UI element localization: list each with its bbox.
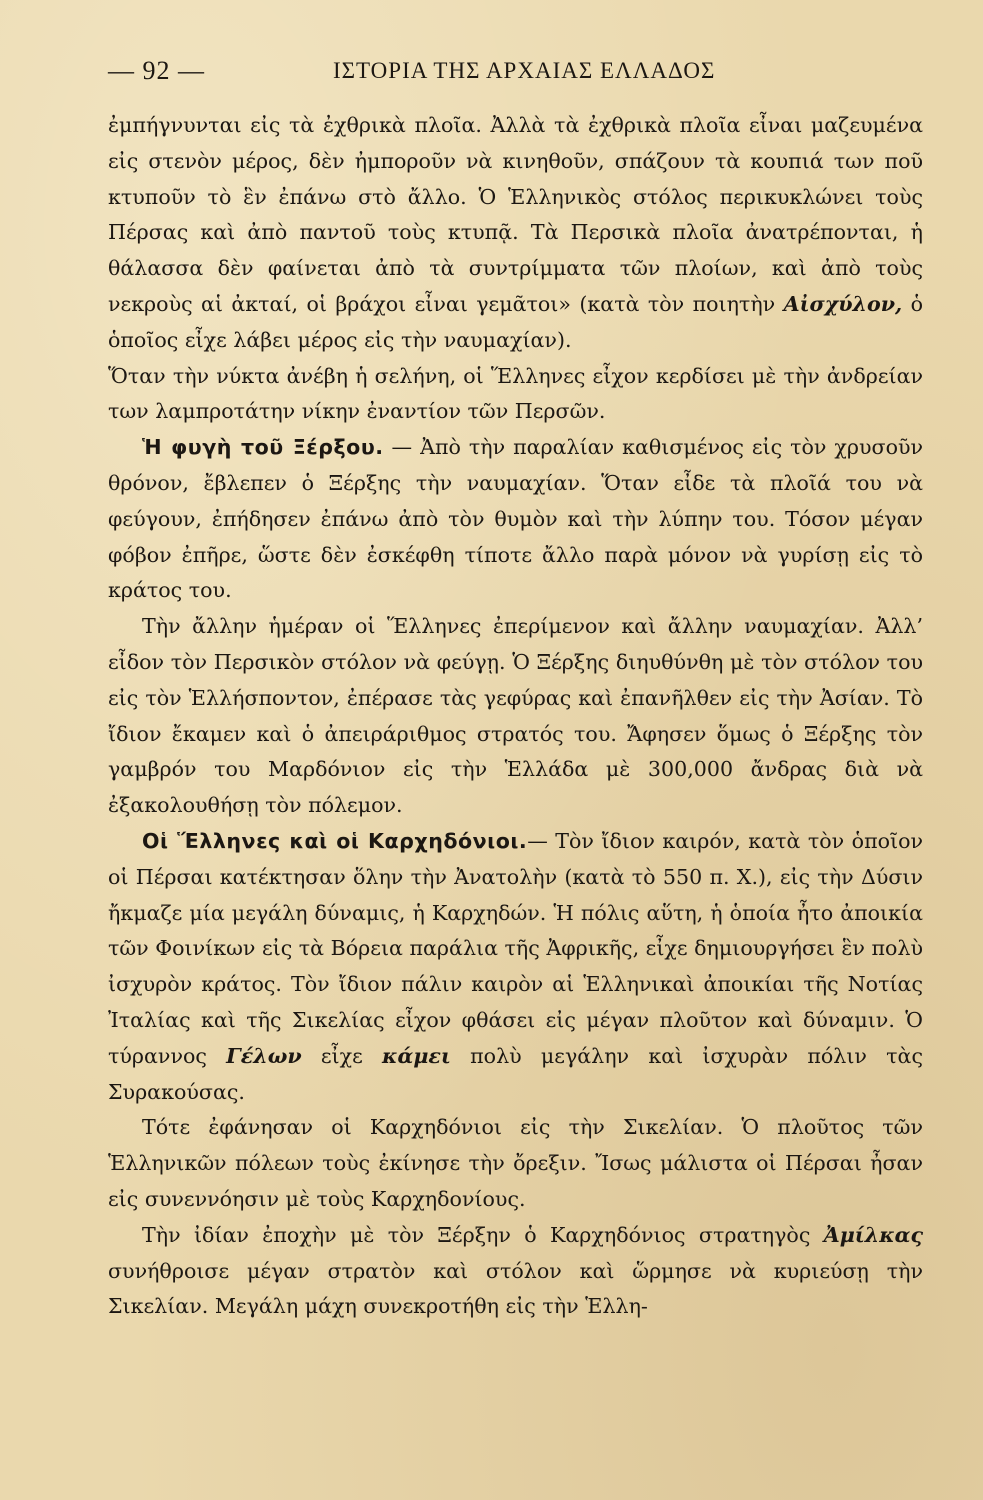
paragraph-5-text-b: εἶχε <box>320 1043 363 1068</box>
running-head <box>108 50 923 94</box>
paragraph-5 <box>108 824 923 1110</box>
name-hamilcar: Ἀμίλκας <box>823 1222 924 1247</box>
paragraph-5-text-c: πολὺ μεγάλην καὶ ἰσχυρὰν πόλιν τὰς Συρακούσας. <box>108 1043 923 1104</box>
paragraph-3-text: — Ἀπὸ τὴν παραλίαν καθισμένος εἰς τὸν χρυσοῦν θρόνον, ἔβλεπεν ὁ Ξέρξης τὴν ναυμαχίαν. Ὅταν εἶδε τὰ πλοῖά του νὰ φεύγουν, ἐπήδησεν ἐπάνω ἀπὸ τὸν θυμὸν καὶ τὴν λύπην του. Τόσον μέγαν φόβον ἐπῆρε, ὥστε δὲν ἐσκέφθη τίποτε ἄλλο παρὰ μόνον νὰ γυρίσῃ εἰς τὸ κράτος του. <box>108 435 924 603</box>
author-name-aeschylus: Αἰσχύλον, <box>783 291 903 316</box>
page-number: — 92 — <box>108 56 205 85</box>
paragraph-1 <box>108 108 923 359</box>
paragraph-7-text-b: συνήθροισε μέγαν στρατὸν καὶ στόλον καὶ ὥρμησε νὰ κυριεύσῃ τὴν Σικελίαν. Μεγάλη μάχη συνεκροτήθη εἰς τὴν Ἑλλη- <box>108 1258 923 1319</box>
paragraph-4 <box>108 609 923 824</box>
page-body <box>108 108 923 1325</box>
paragraph-1-text: ἐμπήγνυνται εἰς τὰ ἐχθρικὰ πλοῖα. Ἀλλὰ τὰ ἐχθρικὰ πλοῖα εἶναι μαζευμένα εἰς στενὸν μέρος, δὲν ἠμποροῦν νὰ κινηθοῦν, σπάζουν τὰ κουπιά των ποῦ κτυποῦν τὸ ἓν ἐπάνω στὸ ἄλλο. Ὁ Ἑλληνικὸς στόλος περικυκλώνει τοὺς Πέρσας καὶ ἀπὸ παντοῦ τοὺς κτυπᾷ. Τὰ Περσικὰ πλοῖα ἀνατρέπονται, ἡ θάλασσα δὲν φαίνεται ἀπὸ τὰ συντρίμματα τῶν πλοίων, καὶ ἀπὸ τοὺς νεκροὺς αἱ ἀκταί, οἱ βράχοι εἶναι γεμᾶτοι» (κατὰ τὸν ποιητὴν <box>108 113 923 316</box>
paragraph-1-end: ὁ ὁποῖος εἶχε λάβει μέρος εἰς τὴν ναυμαχίαν). <box>108 291 924 352</box>
section-heading-greeks-carthaginians: Οἱ Ἕλληνες καὶ οἱ Καρχηδόνιοι. <box>142 828 528 853</box>
paragraph-6-text: Τότε ἐφάνησαν οἱ Καρχηδόνιοι εἰς τὴν Σικελίαν. Ὁ πλοῦτος τῶν Ἑλληνικῶν πόλεων τοὺς ἐκίνησε τὴν ὄρεξιν. Ἴσως μάλιστα οἱ Πέρσαι ἦσαν εἰς συνεννόησιν μὲ τοὺς Καρχηδονίους. <box>108 1115 923 1211</box>
paragraph-4-text: Τὴν ἄλλην ἡμέραν οἱ Ἕλληνες ἐπερίμενον καὶ ἄλλην ναυμαχίαν. Ἀλλ’ εἶδον τὸν Περσικὸν στόλον νὰ φεύγῃ. Ὁ Ξέρξης διηυθύνθη μὲ τὸν στόλον του εἰς τὸν Ἑλλήσποντον, ἐπέρασε τὰς γεφύρας καὶ ἐπανῆλθεν εἰς τὴν Ἀσίαν. Τὸ ἴδιον ἔκαμεν καὶ ὁ ἀπειράριθμος στρατός του. Ἄφησεν ὅμως ὁ Ξέρξης τὸν γαμβρόν του Μαρδόνιον εἰς τὴν Ἑλλάδα μὲ 300,000 ἄνδρας διὰ νὰ ἐξακολουθήσῃ τὸν πόλεμον. <box>108 614 923 818</box>
name-gelon: Γέλων <box>226 1043 302 1068</box>
book-page <box>108 50 923 1470</box>
section-heading-xerxes-flight: Ἡ φυγὴ τοῦ Ξέρξου. <box>142 435 384 460</box>
paragraph-2 <box>108 359 923 431</box>
paragraph-7-text-a: Τὴν ἰδίαν ἐποχὴν μὲ τὸν Ξέρξην ὁ Καρχηδόνιος στρατηγὸς <box>142 1222 811 1247</box>
running-title: ΙΣΤΟΡΙΑ ΤΗΣ ΑΡΧΑΙΑΣ ΕΛΛΑΔΟΣ <box>333 58 716 83</box>
paragraph-2-text: Ὅταν τὴν νύκτα ἀνέβη ἡ σελήνη, οἱ Ἕλληνες εἶχον κερδίσει μὲ τὴν ἀνδρείαν των λαμπροτάτην νίκην ἐναντίον τῶν Περσῶν. <box>108 363 923 424</box>
paragraph-6 <box>108 1110 923 1217</box>
paragraph-5-text-a: — Τὸν ἴδιον καιρόν, κατὰ τὸν ὁποῖον οἱ Πέρσαι κατέκτησαν ὅλην τὴν Ἀνατολὴν (κατὰ τὸ 550 π. Χ.), εἰς τὴν Δύσιν ἤκμαζε μία μεγάλη δύναμις, ἡ Καρχηδών. Ἡ πόλις αὕτη, ἡ ὁποία ἦτο ἀποικία τῶν Φοινίκων εἰς τὰ Βόρεια παράλια τῆς Ἀφρικῆς, εἶχε δημιουργήσει ἓν πολὺ ἰσχυρὸν κράτος. Τὸν ἴδιον πάλιν καιρὸν αἱ Ἑλληνικαὶ ἀποικίαι τῆς Νοτίας Ἰταλίας καὶ τῆς Σικελίας εἶχον φθάσει εἰς μέγαν πλοῦτον καὶ δύναμιν. Ὁ τύραννος <box>108 828 923 1068</box>
paragraph-7 <box>108 1218 923 1325</box>
paragraph-3 <box>108 430 923 609</box>
word-kamei: κάμει <box>382 1043 451 1068</box>
